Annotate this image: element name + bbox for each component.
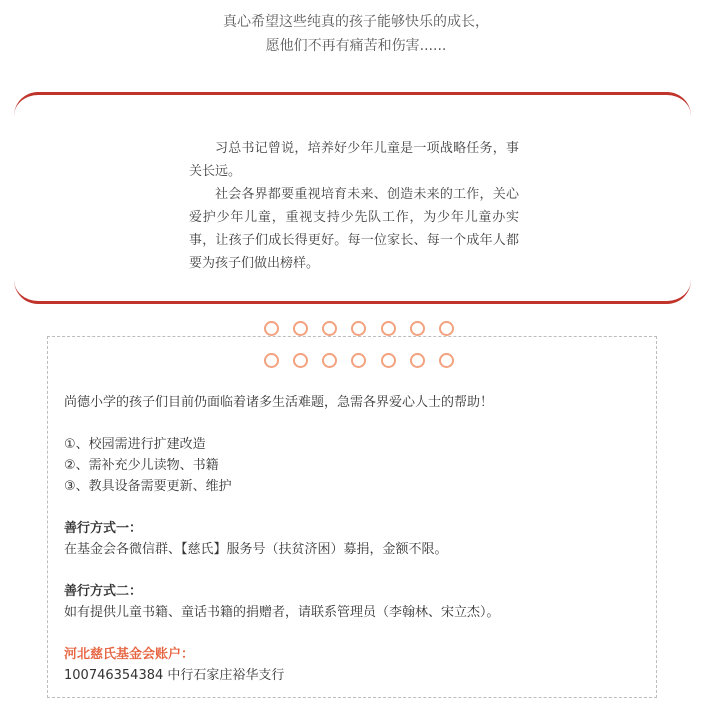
need-item-2: ②、需补充少儿读物、书籍	[64, 458, 219, 473]
circle-icon	[439, 321, 454, 336]
decorative-dots-top	[258, 321, 460, 336]
decorative-dots-bottom	[258, 353, 460, 368]
circle-icon	[322, 321, 337, 336]
circle-icon	[410, 353, 425, 368]
help-headline: 尚德小学的孩子们目前仍面临着诸多生活难题，急需各界爱心人士的帮助！	[64, 395, 494, 410]
quote-paragraph-1: 习总书记曾说，培养好少年儿童是一项战略任务，事关长远。	[189, 141, 519, 179]
account-text: 100746354384 中行石家庄裕华支行	[64, 668, 285, 683]
way-1-title: 善行方式一：	[64, 521, 143, 536]
way-1-text: 在基金会各微信群、【慈氏】服务号（扶贫济困）募捐，金额不限。	[64, 542, 448, 557]
circle-icon	[264, 353, 279, 368]
intro-line-2: 愿他们不再有痛苦和伤害......	[265, 38, 447, 54]
quote-card	[14, 92, 691, 304]
quote-text	[189, 137, 519, 275]
circle-icon	[351, 321, 366, 336]
donation-info-box	[47, 336, 657, 698]
account-title: 河北慈氏基金会账户：	[64, 647, 195, 662]
circle-icon	[381, 353, 396, 368]
circle-icon	[293, 321, 308, 336]
circle-icon	[293, 353, 308, 368]
need-item-1: ①、校园需进行扩建改造	[64, 437, 206, 452]
donation-info-content	[64, 392, 644, 686]
circle-icon	[351, 353, 366, 368]
need-item-3: ③、教具设备需要更新、维护	[64, 479, 232, 494]
way-2-text: 如有提供儿童书籍、童话书籍的捐赠者，请联系管理员（李翰林、宋立杰）。	[64, 605, 500, 620]
quote-paragraph-2: 社会各界都要重视培育未来、创造未来的工作，关心爱护少年儿童，重视支持少先队工作，为少年儿童办实事，让孩子们成长得更好。每一位家长、每一个成年人都要为孩子们做出榜样。	[189, 187, 519, 271]
circle-icon	[410, 321, 425, 336]
intro-line-1: 真心希望这些纯真的孩子能够快乐的成长，	[223, 14, 489, 30]
way-2-title: 善行方式二：	[64, 584, 143, 599]
intro-text	[0, 10, 712, 58]
circle-icon	[322, 353, 337, 368]
circle-icon	[381, 321, 396, 336]
circle-icon	[264, 321, 279, 336]
circle-icon	[439, 353, 454, 368]
